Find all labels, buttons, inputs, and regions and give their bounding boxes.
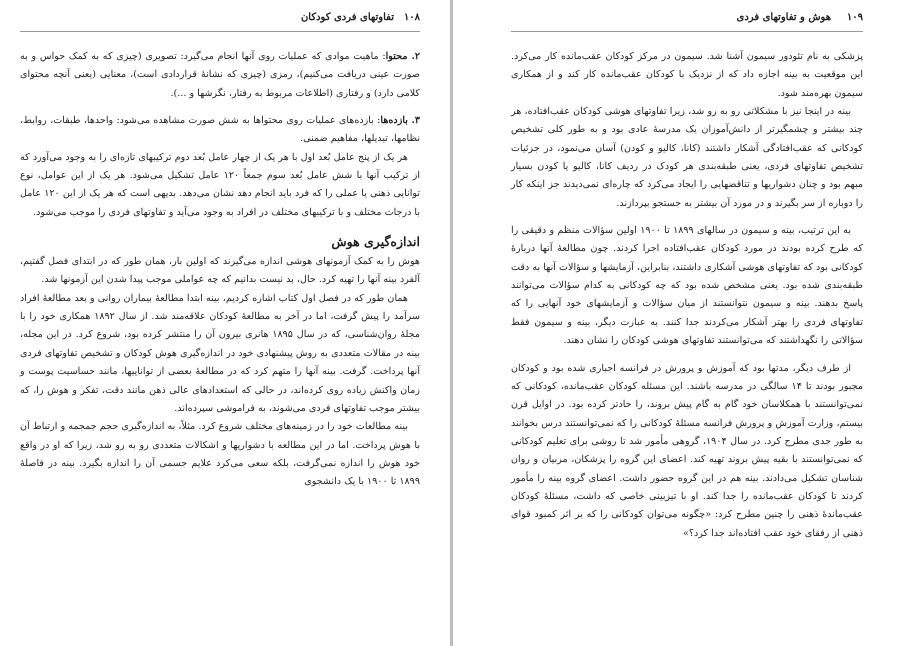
paragraph: پزشکی به نام تئودور سیمون آشنا شد. سیمون در مرکز کودکان عقب‌مانده کار می‌کرد. این موقعیت به بینه اجازه داد که از نزدیک با کودکان عقب‌مانده کار کند و از همکاری سیمون بهره‌مند شود. bbox=[511, 51, 863, 99]
paragraph-text: : بازده‌های عملیات روی محتواها به شش صورت مشاهده می‌شود: واحدها، طبقات، روابط، نظامها، تبدیلها، مفاهیم ضمنی. bbox=[20, 115, 420, 145]
term: ۲. محتوا bbox=[385, 51, 420, 62]
paragraph bbox=[20, 48, 420, 103]
header-rule bbox=[20, 31, 420, 32]
running-header-title: تفاوتهای فردی کودکان bbox=[300, 12, 394, 23]
paragraph: هوش را به کمک آزمونهای هوشی اندازه می‌گیرند که اولین بار، همان طور که در ابتدای فصل گفتیم، آلفرد بینه آنها را تهیه کرد. حال، بد نیست بدانیم که چه عواملی موجب پیدا شدن این آزمونها شد. bbox=[20, 256, 420, 286]
paragraph bbox=[20, 112, 420, 149]
left-page-body bbox=[20, 48, 420, 492]
paragraph: از طرف دیگر، مدتها بود که آموزش و پرورش در فرانسه اجباری شده بود و کودکان مجبور بودند تا ۱۴ سالگی در مدرسه باشند. این مسئله کودکان عقب‌مانده، کودکانی که نمی‌توانستند با همکلاسان خود گام به گام پیش بروند، را حادتر کرده بود. در اوایل قرن بیستم، وزارت آموزش و پرورش فرانسه مسئلهٔ کودکانی را که نمی‌توانستند درس بخوانند به طور جدی مطرح کرد. در سال ۱۹۰۴، گروهی مأمور شد تا روشی برای تعلیم کودکانی که نمی‌توانستند با بقیه پیش بروند تهیه کند. اعضای این گروه را پزشکان، مربیان و روان شناسان تشکیل می‌دادند. بینه هم در این گروه حضور داشت. اعضای گروه بینه را مأمور کردند تا کودکان عقب‌مانده را جدا کند. او با تیزبینی خاصی که داشت، مسئلهٔ کودکان عقب‌ماندهٔ ذهنی را چنین مطرح کرد: «چگونه می‌توان کودکانی را که بر اثر کمبود قوای ذهنی از رفقای خود عقب افتاده‌اند جدا کرد؟» bbox=[511, 362, 863, 539]
right-page bbox=[453, 0, 901, 646]
paragraph: به این ترتیب، بینه و سیمون در سالهای ۱۸۹۹ تا ۱۹۰۰ اولین سؤالات منظم و دقیقی را که طرح کرده بودند در مورد کودکان عقب‌افتاده اجرا کردند. چون مطالعهٔ آنها دربارهٔ کودکانی بود که تفاوتهای هوشی آشکاری داشتند، بنابراین، آزمایشها و سؤالات آنها به دقت طبقه‌بندی شده بود. یعنی مشخص شده بود که چه کودکانی به کدام سؤالات می‌توانند پاسخ بدهند. بینه و سیمون نتوانستند از میان سؤالات و آزمایشهای خود آنهایی را که تفاوتهای فردی را بهتر آشکار می‌کردند جدا کنند. به عبارت دیگر، بینه و سیمون فقط سؤالاتی را نگهداشتند که می‌توانستند تفاوتهای هوشی کودکان را نشان دهند. bbox=[511, 225, 863, 347]
paragraph-text: : ماهیت موادی که عملیات روی آنها انجام می‌گیرد: تصویری (چیزی که به کمک حواس و به صورت عینی دریافت می‌کنیم)، رمزی (چیزی که نشانهٔ قراردادی است)، معنایی (یعنی آنچه محتوای کلامی دارد) و رفتاری (اطلاعات مربوط به رفتار، نگرشها و ...). bbox=[20, 51, 420, 99]
left-page bbox=[0, 0, 450, 646]
page-number: ۱۰۸ bbox=[403, 12, 420, 23]
term: ۳. بازده‌ها bbox=[380, 115, 421, 127]
section-heading: اندازه‌گیری هوش bbox=[331, 234, 420, 250]
paragraph: هر یک از پنج عامل بُعد اول با هر یک از چهار عامل بُعد دوم ترکیبهای تازه‌ای را به وجود می‌آورد که از ترکیب آنها با شش عامل بُعد سوم جمعاً ۱۲۰ عامل تشکیل می‌شود. هر یک از این عوامل، نوع توانایی ذهنی یا عملی را که فرد باید انجام دهد نشان می‌دهد. بدیهی است که هر یک از این ۱۲۰ عامل با درجات مختلف و با ترکیبهای مختلف در افراد به وجود می‌آید و تفاوتهای فردی را موجب می‌شود. bbox=[20, 151, 420, 218]
paragraph: بینه در اینجا نیز با مشکلاتی رو به رو شد، زیرا تفاوتهای هوشی کودکان عقب‌افتاده، هر چند بیشتر و چشمگیرتر از دانش‌آموزان یک مدرسهٔ عادی بود و به طور کلی تشخیص کودکانی که عقب‌افتادگی آشکار داشتند (کانا، کالیو و کودن) آسان می‌نمود، در جزئیات تشخیص تفاوتهای فردی، یعنی طبقه‌بندی هر کودک در ردیف کانا، کالیو یا کودن بسیار مبهم بود و چنان دشواریها و تناقضهایی را ایجاد می‌کرد که چاره‌ای نمی‌دیدند جز اینکه کار را دوباره از سر بگیرند و در مورد آن بیشتر به جستجو بپردازند. bbox=[511, 106, 863, 209]
page-number: ۱۰۹ bbox=[846, 12, 863, 23]
left-page-header bbox=[20, 12, 420, 28]
right-page-body bbox=[511, 48, 863, 543]
right-page-header bbox=[511, 12, 863, 28]
paragraph: همان طور که در فصل اول کتاب اشاره کردیم، بینه ابتدا مطالعهٔ بیماران روانی و بعد مطالعهٔ افراد سرآمد را پیش گرفت، اما در آخر به مطالعهٔ کودکان علاقه‌مند شد. از سال ۱۸۹۲ همکاری خود را با مجلهٔ روان‌شناسی، که در سال ۱۸۹۵ هانری بیرون آن را منتشر کرده بود، شروع کرد. در این مجله، بینه در مقالات متعددی به روش پیشنهادی خود در اندازه‌گیری هوش کودکان و تشخیص تفاوتهای فردی آنها پرداخت. گرفت. بینه آنها را متهم کرد که در مطالعهٔ بعضی از تواناییها، مانند حساسیت پوست و زمان واکنش زیاده روی کرده‌اند، در حالی که استعدادهای عالی ذهن مانند دقت، تفکر و هوش را، که بیشتر موجب تفاوتهای فردی می‌شوند، به فراموشی سپرده‌اند. bbox=[20, 292, 420, 414]
running-header-title: هوش و تفاوتهای فردی bbox=[736, 12, 831, 23]
header-rule bbox=[511, 31, 863, 32]
paragraph: بینه مطالعات خود را در زمینه‌های مختلف شروع کرد. مثلاً، به اندازه‌گیری حجم جمجمه و ارتباط آن با هوش پرداخت. اما در این مطالعه با دشواریها و اشکالات متعددی رو به رو شد، زیرا که او در واقع خود هوش را اندازه نمی‌گرفت، بلکه سعی می‌کرد علایم جسمی آن را اندازه بگیرد. بینه در فاصلهٔ ۱۸۹۹ تا ۱۹۰۰ با یک دانشجوی bbox=[20, 421, 420, 488]
